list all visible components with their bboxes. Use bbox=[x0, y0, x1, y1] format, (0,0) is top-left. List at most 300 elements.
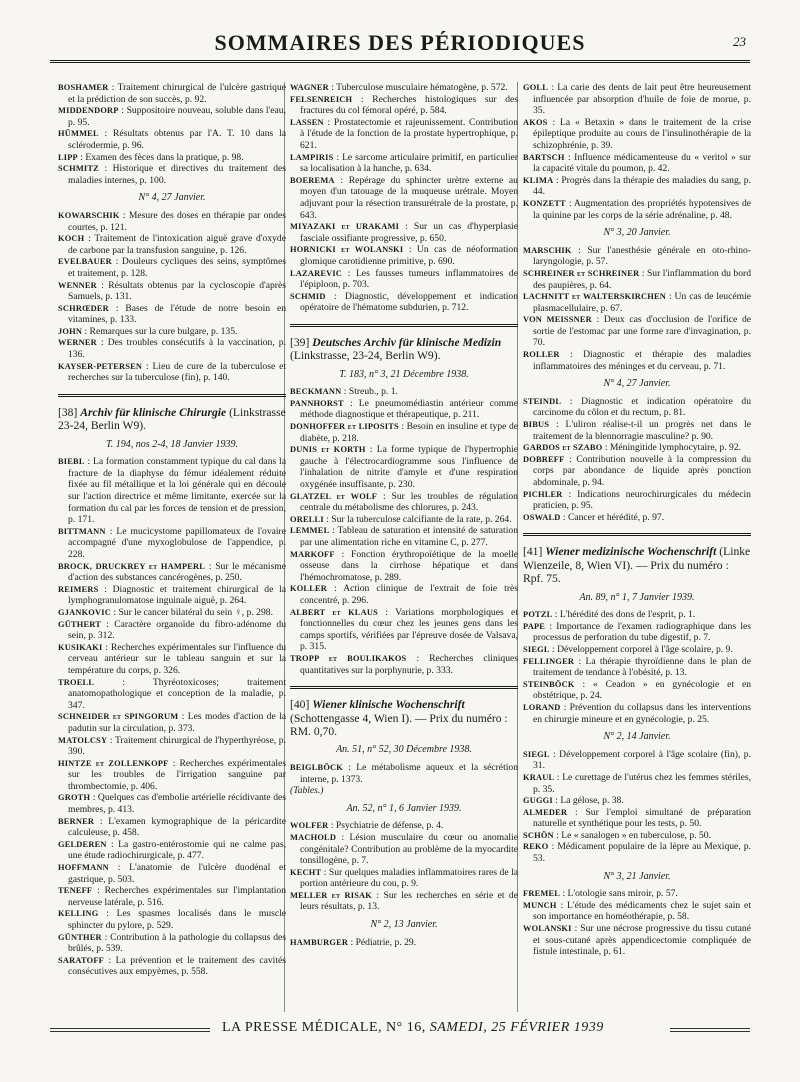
entry-author: PICHLER bbox=[523, 489, 563, 499]
entry-author: TROELL bbox=[58, 677, 95, 687]
summary-entry bbox=[290, 583, 518, 606]
summary-entry bbox=[523, 621, 751, 644]
entry-text: : Psychiatrie de défense, p. 4. bbox=[330, 820, 444, 832]
entry-text: : Traitement chirurgical de l'hyperthyréose, p. 390. bbox=[68, 734, 286, 758]
entry-text: : Les spasmes localisés dans le muscle sphincter du pylore, p. 529. bbox=[68, 908, 286, 931]
summary-entry bbox=[58, 561, 286, 584]
entry-text: : Variations morphologiques et fonctionnelles du cœur chez les jeunes gens dans les camps sportifs, vérifiées par l'épreuve dosée de Valsava, p. 315. bbox=[300, 606, 518, 653]
entry-text: : L'uliron réalise-t-il un progrès net dans le traitement de la blennorragie masculine? p. 90. bbox=[533, 419, 751, 442]
summary-entry bbox=[523, 830, 751, 842]
entry-author: HINTZE et ZOLLENKOPF bbox=[58, 758, 169, 768]
summary-entry bbox=[58, 233, 286, 256]
entry-author: BARTSCH bbox=[523, 152, 565, 162]
entry-text: : Un cas de néoformation glomique carotidienne primitive, p. 690. bbox=[300, 244, 518, 267]
journal-separator bbox=[290, 324, 518, 328]
entry-author: PANNHORST bbox=[290, 398, 344, 408]
entry-author: SCHMITZ bbox=[58, 164, 99, 174]
entry-author: BEIGLBÖCK bbox=[290, 762, 343, 772]
summary-entry bbox=[523, 291, 751, 314]
entry-author: MACHOLD bbox=[290, 832, 337, 842]
entry-author: WENNER bbox=[58, 280, 97, 290]
journal-address: (Linkstrasse 23-24, Berlin W9). bbox=[58, 405, 286, 433]
summary-entry bbox=[58, 619, 286, 642]
issue-heading: T. 183, n° 3, 21 Décembre 1938. bbox=[339, 368, 469, 380]
page-footer bbox=[50, 1022, 750, 1046]
summary-entry bbox=[523, 152, 751, 175]
summary-entry bbox=[523, 772, 751, 795]
entry-author: ALBERT et KLAUS bbox=[290, 607, 378, 617]
entry-author: GOLL bbox=[523, 83, 549, 92]
entry-text: : L'anatomie de l'ulcère duodénal et gastrique, p. 503. bbox=[68, 862, 286, 885]
summary-entry bbox=[523, 656, 751, 679]
summary-entry bbox=[523, 268, 751, 291]
entry-author: MIDDENDORP bbox=[58, 106, 119, 116]
entry-author: MATOLCSY bbox=[58, 735, 108, 745]
entry-author: ALMEDER bbox=[523, 807, 568, 817]
entry-text: : L'examen kymographique de la péricardite calculeuse, p. 458. bbox=[68, 815, 286, 839]
entry-author: SCHÖN bbox=[523, 830, 554, 840]
entry-author: STEINBÖCK bbox=[523, 679, 575, 689]
entry-text: : Développement corporel à l'âge scolaire, p. 9. bbox=[552, 643, 733, 655]
entry-text: : Indications neurochirurgicales du médecin praticien, p. 95. bbox=[533, 488, 751, 512]
entry-author: KRAUL bbox=[523, 772, 555, 782]
summary-entry bbox=[523, 644, 751, 656]
entry-author: TENEFF bbox=[58, 886, 93, 896]
entry-text: : Recherches expérimentales sur l'implantation nerveuse latérale, p. 516. bbox=[68, 885, 286, 908]
entry-author: KAYSER-PETERSEN bbox=[58, 361, 143, 371]
summary-entry bbox=[523, 175, 751, 198]
summary-entry bbox=[58, 526, 286, 561]
summary-entry bbox=[58, 337, 286, 360]
summary-entry bbox=[58, 280, 286, 303]
summary-entry bbox=[290, 444, 518, 490]
entry-author: SIEGL bbox=[523, 644, 550, 654]
journal-title: Archiv für klinische Chirurgie bbox=[80, 405, 227, 419]
entry-text: : Lieu de cure de la tuberculose et recherches sur la tuberculose (fin), p. 140. bbox=[68, 360, 286, 384]
summary-entry bbox=[58, 584, 286, 607]
summary-entry bbox=[58, 711, 286, 734]
summary-entry bbox=[290, 607, 518, 653]
entry-author: MARSCHIK bbox=[523, 245, 572, 255]
summary-entry bbox=[523, 749, 751, 772]
summary-entry bbox=[58, 908, 286, 931]
footer-rule-right bbox=[670, 1028, 750, 1032]
entry-text: : Importance de l'examen radiographique dans les processus de perforation du tube digestif, p. 7. bbox=[533, 620, 751, 644]
entry-text: : Le mucicystome papillomateux de l'ovaire accompagné d'une myxoglobulose de l'appendice, p. 228. bbox=[68, 525, 286, 560]
entry-text: : Bases de l'étude de notre besoin en vitamines, p. 133. bbox=[68, 302, 286, 326]
entry-text: : La thérapie thyroïdienne dans le plan de traitement de tendance à l'obésité, p. 13. bbox=[533, 655, 751, 679]
entry-author: LASSEN bbox=[290, 117, 324, 127]
entry-author: FREMEL bbox=[523, 889, 561, 899]
entry-author: WERNER bbox=[58, 338, 97, 348]
journal-heading bbox=[290, 336, 518, 363]
summary-entry bbox=[290, 525, 518, 548]
entry-author: BIBUS bbox=[523, 420, 550, 430]
footer-issue: N° 16, bbox=[386, 1020, 426, 1035]
entry-author: ROLLER bbox=[523, 350, 560, 360]
summary-entry bbox=[58, 735, 286, 758]
entry-text: : Besoin en insuline et type de diabète, p. 218. bbox=[300, 421, 518, 444]
entry-author: KUSIKAKI bbox=[58, 642, 103, 652]
entry-text: : Sur quelques maladies inflammatoires rares de la portion antérieure du cou, p. 9. bbox=[300, 866, 518, 890]
journal-separator bbox=[290, 686, 518, 690]
entry-text: : Sur l'emploi simultané de préparation naturelle et synthétique pour les tests, p. 50. bbox=[533, 806, 751, 830]
entry-author: SCHREINER et SCHREINER bbox=[523, 268, 640, 278]
entry-text: : Traitement chirurgical de l'ulcère gastrique et la prédiction de son succès, p. 92. bbox=[68, 82, 286, 105]
entry-text: : Les modes d'action de la padutin sur la circulation, p. 373. bbox=[68, 711, 287, 734]
summary-entry bbox=[523, 454, 751, 489]
entry-author: WAGNER bbox=[290, 83, 329, 92]
entry-author: LACHNITT et WALTERSKIRCHEN bbox=[523, 292, 667, 302]
summary-entry bbox=[523, 314, 751, 349]
summary-entry bbox=[523, 609, 751, 621]
summary-entry bbox=[58, 326, 286, 338]
entry-author: KLIMA bbox=[523, 175, 554, 185]
entry-text: : Traitement de l'intoxication aiguë grave d'oxyde de carbone par la transfusion sanguine, p. 126. bbox=[68, 233, 286, 256]
entry-author: GÜTHERT bbox=[58, 619, 101, 629]
entry-author: AKOS bbox=[523, 117, 548, 127]
entry-text: : Historique et directives du traitement des maladies internes, p. 100. bbox=[68, 163, 286, 186]
entry-text: : La prévention et le traitement des cavités consécutives aux empyèmes, p. 558. bbox=[68, 954, 286, 978]
summary-entry bbox=[290, 937, 518, 949]
summary-entry bbox=[523, 888, 751, 900]
entry-author: HOFFMANN bbox=[58, 863, 109, 873]
journal-number: [39] bbox=[290, 335, 310, 349]
entry-author: LORAND bbox=[523, 702, 561, 712]
entry-text: : La carie des dents de lait peut être heureusement influencée par absorption d'huile de foie de morue, p. 35. bbox=[533, 82, 751, 117]
entry-text: : Suppositoire nouveau, soluble dans l'eau, p. 95. bbox=[68, 105, 286, 128]
entry-text: : Deux cas d'occlusion de l'orifice de sortie de l'estomac par une forme rare d'invagination, p. 70. bbox=[533, 314, 751, 349]
entry-text: : Caractère organoïde du fibro-adénome du sein, p. 312. bbox=[68, 618, 286, 642]
journal-heading bbox=[58, 406, 286, 433]
summary-entry bbox=[523, 349, 751, 372]
summary-entry bbox=[290, 549, 518, 584]
column-2 bbox=[290, 82, 518, 948]
journal-address: (Schottengasse 4, Wien I). — Prix du numéro : RM. 0,70. bbox=[290, 711, 508, 738]
entry-author: LEMMEL bbox=[290, 526, 330, 536]
summary-entry bbox=[290, 421, 518, 444]
entry-author: SCHNEIDER et SPINGORUM bbox=[58, 712, 179, 722]
entry-text: : Le métabolisme aqueux et la sécrétion interne, p. 1373. bbox=[300, 761, 518, 785]
summary-entry bbox=[523, 419, 751, 442]
entry-text: : Douleurs cycliques des seins, symptômes et traitement, p. 128. bbox=[68, 256, 286, 279]
entry-author: LAZAREVIC bbox=[290, 268, 343, 278]
summary-entry bbox=[58, 456, 286, 526]
summary-entry bbox=[290, 762, 518, 785]
entry-text: : Quelques cas d'embolie artérielle récidivante des membres, p. 413. bbox=[68, 792, 286, 816]
entry-author: BOSHAMER bbox=[58, 83, 109, 92]
entry-author: DUNIS et KORTH bbox=[290, 445, 366, 455]
footer-rule-left bbox=[50, 1028, 210, 1032]
summary-entry bbox=[523, 396, 751, 419]
summary-entry bbox=[58, 862, 286, 885]
column-3 bbox=[523, 82, 751, 958]
journal-separator bbox=[58, 394, 286, 398]
summary-entry bbox=[290, 117, 518, 152]
entry-author: HÜMMEL bbox=[58, 129, 99, 139]
summary-entry bbox=[290, 82, 518, 94]
summary-entry bbox=[58, 642, 286, 677]
entry-text: : Le « sanalogen » en tuberculose, p. 50. bbox=[556, 829, 711, 841]
entry-text: : Le pneumomédiastin antérieur comme méthode diagnostique et thérapeutique, p. 211. bbox=[300, 397, 518, 421]
entry-author: SARATOFF bbox=[58, 955, 104, 965]
entry-text: : Remarques sur la cure bulgare, p. 135. bbox=[84, 325, 238, 337]
summary-entry bbox=[58, 839, 286, 862]
entry-author: KOCH bbox=[58, 234, 85, 244]
footer-journal: LA PRESSE MÉDICALE, bbox=[222, 1020, 383, 1035]
entry-text: : Contribution à la pathologie du collapsus des brûlés, p. 539. bbox=[68, 931, 286, 955]
entry-text: : Sur le mécanisme d'action des substances cancérogènes, p. 250. bbox=[68, 560, 287, 584]
entry-author: KONZETT bbox=[523, 198, 566, 208]
summary-entry bbox=[58, 885, 286, 908]
entry-text: : Diagnostic, développement et indication opératoire de l'hématome subdurien, p. 712. bbox=[300, 290, 518, 314]
issue-heading: T. 194, nos 2-4, 18 Janvier 1939. bbox=[105, 438, 239, 450]
entry-author: TROPP et BOULIKAKOS bbox=[290, 653, 407, 663]
summary-entry bbox=[523, 841, 751, 864]
entry-author: MUNCH bbox=[523, 900, 557, 910]
summary-entry bbox=[58, 256, 286, 279]
summary-entry bbox=[58, 210, 286, 233]
entry-text: : Sur un cas d'hyperplasie fasciale ossifiante progressive, p. 650. bbox=[300, 221, 518, 244]
summary-entry bbox=[523, 679, 751, 702]
entry-text: : Résultats obtenus par l'A. T. 10 dans la sclérodermie, p. 96. bbox=[68, 128, 286, 151]
entry-author: SIEGL bbox=[523, 749, 550, 759]
entry-text: : Pédiatrie, p. 29. bbox=[350, 936, 417, 948]
summary-entry bbox=[523, 442, 751, 454]
summary-entry bbox=[58, 677, 286, 712]
summary-entry bbox=[290, 244, 518, 267]
journal-title: Wiener medizinische Wochenschrift bbox=[545, 545, 717, 559]
entry-text: : Augmentation des propriétés hypotensives de la quinine par les corps de la série adrénaline, p. 48. bbox=[533, 197, 751, 221]
entry-text: : Médicament populaire de la lèpre au Mexique, p. 53. bbox=[533, 841, 751, 865]
summary-entry bbox=[58, 163, 286, 186]
entry-text: : Diagnostic et traitement chirurgical de la lymphogranulomatose inguinale aiguë, p. 264. bbox=[68, 583, 286, 607]
entry-text: : Cancer et hérédité, p. 97. bbox=[562, 511, 665, 523]
entry-text: : Thyréotoxicoses; traitement anatomopathologique et conception de la maladie, p. 347. bbox=[68, 676, 286, 711]
entry-text: : Progrès dans la thérapie des maladies du sang, p. 44. bbox=[533, 174, 751, 198]
journal-heading bbox=[290, 698, 518, 738]
entry-author: HORNICKI et WOLANSKI bbox=[290, 245, 404, 255]
entry-text: : Fonction érythropoïétique de la moelle osseuse dans la cirrhose hépatique et dans l'hémochromatose, p. 289. bbox=[300, 548, 518, 583]
issue-heading: An. 89, n° 1, 7 Janvier 1939. bbox=[579, 591, 695, 603]
entry-text: : La « Betaxin » dans le traitement de la crise épileptique produite au cours de l'insulinothérapie de la schizophrénie, p. 39. bbox=[533, 116, 751, 151]
summary-entry bbox=[290, 820, 518, 832]
summary-entry bbox=[290, 175, 518, 221]
entry-author: STEINDL bbox=[523, 396, 562, 406]
issue-heading: N° 4, 27 Janvier. bbox=[603, 378, 671, 390]
entry-author: KELLING bbox=[58, 909, 99, 919]
summary-entry bbox=[58, 303, 286, 326]
entry-author: GJANKOVIC bbox=[58, 607, 111, 617]
entry-author: KECHT bbox=[290, 867, 322, 877]
entry-text: : Le curettage de l'utérus chez les femmes stériles, p. 35. bbox=[533, 771, 751, 795]
entry-author: KOLLER bbox=[290, 584, 328, 594]
header-rule bbox=[50, 60, 750, 65]
journal-separator bbox=[523, 533, 751, 537]
entry-author: BOEREMA bbox=[290, 175, 335, 185]
summary-entry bbox=[523, 245, 751, 268]
entry-author: MARKOFF bbox=[290, 549, 335, 559]
entry-author: DONHOFFER et LIPOSITS bbox=[290, 422, 399, 432]
entry-text: : Contribution nouvelle à la compression du corps par abondance de liquide après ponction abdominale, p. 94. bbox=[533, 453, 751, 488]
summary-entry bbox=[58, 128, 286, 151]
entry-text: : Sur les recherches en série et de leurs résultats, p. 13. bbox=[300, 889, 518, 913]
entry-text: : Recherches histologiques sur des fractures du col fémoral opéré, p. 584. bbox=[300, 93, 518, 117]
summary-entry bbox=[290, 832, 518, 867]
footer-text bbox=[222, 1020, 604, 1036]
page-header bbox=[50, 30, 750, 74]
entry-author: REKO bbox=[523, 842, 549, 852]
journal-address: (Linke Wienzeile, 8, Wien VI). — Prix du numéro : Rpf. 75. bbox=[523, 545, 751, 586]
entry-author: HAMBURGER bbox=[290, 937, 349, 947]
summary-entry bbox=[523, 900, 751, 923]
summary-entry bbox=[523, 489, 751, 512]
entry-author: BERNER bbox=[58, 816, 95, 826]
note-text: (Tables.) bbox=[290, 785, 324, 797]
entry-author: VON MEISSNER bbox=[523, 315, 592, 325]
summary-entry bbox=[290, 653, 518, 676]
summary-entry bbox=[290, 867, 518, 890]
summary-entry bbox=[58, 955, 286, 978]
entry-author: GARDOS et SZABO bbox=[523, 443, 603, 453]
entry-author: BIEBL bbox=[58, 457, 85, 467]
entry-author: EVELBAUER bbox=[58, 257, 112, 267]
entry-text: : Sur l'inflammation du bord des paupières, p. 64. bbox=[533, 267, 751, 291]
summary-entry bbox=[523, 512, 751, 524]
entry-text: : Sur la tuberculose calcifiante de la rate, p. 264. bbox=[326, 513, 512, 525]
entry-author: WOLANSKI bbox=[523, 924, 572, 934]
summary-entry bbox=[290, 94, 518, 117]
entry-text: : Recherches cliniques quantitatives sur la porphynurie, p. 333. bbox=[300, 652, 518, 676]
entry-author: GELDEREN bbox=[58, 839, 107, 849]
entry-author: REIMERS bbox=[58, 584, 99, 594]
summary-entry bbox=[523, 117, 751, 152]
entry-text: : Résultats obtenus par la cycloscopie d'après Samuels, p. 131. bbox=[68, 279, 286, 303]
entry-text: : Examen des fèces dans la pratique, p. 98. bbox=[80, 151, 244, 163]
entry-text: : Mesure des doses en thérapie par ondes courtes, p. 121. bbox=[68, 209, 286, 233]
entry-author: MELLER et RISAK bbox=[290, 890, 373, 900]
summary-entry bbox=[523, 198, 751, 221]
issue-heading: N° 3, 21 Janvier. bbox=[603, 870, 671, 882]
issue-heading: N° 2, 14 Janvier. bbox=[603, 731, 671, 743]
entry-text: : Action clinique de l'extrait de foie très concentré, p. 296. bbox=[300, 583, 519, 606]
entry-text: : Sur une nécrose progressive du tissu cutané et sous-cutané après appendicectomie compliquée de fistule intestinale, p. 61. bbox=[533, 923, 751, 958]
summary-entry bbox=[58, 105, 286, 128]
footer-date: 25 FÉVRIER 1939 bbox=[491, 1020, 604, 1035]
journal-title: Wiener klinische Wochenschrift bbox=[312, 698, 465, 712]
journal-number: [41] bbox=[523, 545, 543, 559]
entry-text: : Prévention du collapsus dans les interventions en chirurgie mineure et en gynécologie, p. 25. bbox=[533, 701, 751, 725]
entry-author: POTZL bbox=[523, 610, 553, 620]
issue-heading: N° 4, 27 Janvier. bbox=[138, 192, 206, 204]
summary-entry bbox=[523, 702, 751, 725]
entry-text: : Un cas de leucémie plasmacellulaire, p. 67. bbox=[533, 291, 751, 314]
entry-author: WOLFER bbox=[290, 821, 329, 831]
journal-title: Deutsches Archiv für klinische Medizin bbox=[312, 335, 502, 349]
entry-author: JOHN bbox=[58, 326, 83, 336]
issue-heading: N° 2, 13 Janvier. bbox=[370, 919, 438, 931]
entry-author: BROCK, DRUCKREY et HAMPERL bbox=[58, 561, 206, 571]
entry-text: : Prostatectomie et rajeunissement. Contribution à l'étude de la fonction de la prostate hypertrophique, p. 621. bbox=[300, 116, 518, 151]
entry-author: LIPP bbox=[58, 152, 78, 162]
entry-text: : L'otologie sans miroir, p. 57. bbox=[562, 888, 678, 900]
page-number: 23 bbox=[733, 34, 746, 49]
entry-author: GUGGI bbox=[523, 796, 553, 806]
summary-entry bbox=[290, 386, 518, 398]
column-1 bbox=[58, 82, 286, 978]
summary-entry bbox=[290, 890, 518, 913]
entry-author: FELSENREICH bbox=[290, 94, 353, 104]
entry-text: : L'étude des médicaments chez le sujet sain et son importance en homéothérapie, p. 58. bbox=[533, 899, 751, 923]
summary-entry bbox=[58, 758, 286, 793]
summary-entry bbox=[58, 816, 286, 839]
page-title: SOMMAIRES DES PÉRIODIQUES bbox=[214, 30, 586, 55]
entry-author: GROTH bbox=[58, 793, 91, 803]
entry-author: SCHMID bbox=[290, 291, 326, 301]
entry-text: : Tableau de saturation et intensité de saturation par une alimentation riche en vitamine C, p. 277. bbox=[300, 525, 518, 548]
summary-entry bbox=[290, 291, 518, 314]
summary-entry bbox=[523, 82, 751, 117]
issue-heading: N° 3, 20 Janvier. bbox=[603, 227, 671, 239]
entry-text: : Diagnostic et indication opératoire du carcinome du côlon et du rectum, p. 81. bbox=[533, 395, 751, 419]
entry-author: LAMPIRIS bbox=[290, 152, 334, 162]
entry-text: : Des troubles consécutifs à la vaccination, p. 136. bbox=[68, 337, 286, 361]
entry-text: : Tuberculose musculaire hématogène, p. 572. bbox=[331, 82, 508, 93]
entry-text: : La gastro-entérostomie qui ne calme pas, une étude radiochirurgicale, p. 477. bbox=[68, 838, 286, 862]
entry-author: SCHRŒDER bbox=[58, 303, 109, 313]
summary-entry bbox=[58, 152, 286, 164]
journal-number: [38] bbox=[58, 405, 78, 419]
entry-text: : Repérage du sphincter urètre externe au moyen d'un tatouage de la muqueuse urétrale. Moyen adjuvant pour la résection transurétrale de la prostate, p. 643. bbox=[300, 174, 518, 221]
entry-text: : Influence médicamenteuse du « veritol » sur la capacité vitale du poumon, p. 42. bbox=[533, 151, 751, 175]
summary-entry bbox=[523, 807, 751, 830]
entry-author: DOBREFF bbox=[523, 454, 565, 464]
entry-author: BECKMANN bbox=[290, 387, 342, 397]
entry-text: : Recherches expérimentales sur l'influence du cerveau antérieur sur le tableau sanguin et sur la température du corps, p. 326. bbox=[68, 641, 286, 676]
entry-author: GÜNTHER bbox=[58, 932, 102, 942]
summary-entry bbox=[290, 221, 518, 244]
journal-address: (Linkstrasse, 23-24, Berlin W9). bbox=[290, 349, 441, 363]
entry-text: : La gélose, p. 38. bbox=[555, 795, 624, 807]
summary-entry bbox=[58, 361, 286, 384]
summary-entry bbox=[290, 152, 518, 175]
entry-text: : La formation constamment typique du cal dans la fracture de la diaphyse du fémur idéalement réduite fixée au fil métallique et la loi générale qui en découle sur l'action directrice et même limitante, exercée sur la formation du cal par les forces de tension et de pression, p. 171. bbox=[68, 456, 286, 526]
entry-author: BITTMANN bbox=[58, 526, 106, 536]
entry-author: ORELLI bbox=[290, 514, 324, 524]
entry-author: OSWALD bbox=[523, 512, 561, 522]
summary-entry bbox=[58, 82, 286, 105]
entry-text: : Le sarcome articulaire primitif, en particulier sa localisation à la hanche, p. 634. bbox=[300, 151, 519, 175]
entry-author: MIYAZAKI et URAKAMI bbox=[290, 222, 400, 232]
entry-text: : Diagnostic et thérapie des maladies inflammatoires des méninges et du cerveau, p. 71. bbox=[533, 349, 751, 372]
journal-heading bbox=[523, 545, 751, 585]
entry-author: KOWARSCHIK bbox=[58, 210, 120, 220]
summary-entry bbox=[290, 491, 518, 514]
entry-text: : Sur le cancer bilatéral du sein ♀, p. 298. bbox=[113, 606, 273, 618]
entry-text: : Lésion musculaire du cœur ou anomalie congénitale? Contribution au problème de la myocardite tonsillogène, p. 7. bbox=[300, 831, 518, 867]
entry-text: : Méningitide lymphocytaire, p. 92. bbox=[604, 442, 741, 454]
summary-entry bbox=[290, 514, 518, 526]
entry-text: : Recherches expérimentales sur les troubles de l'irrigation sanguine par thrombectomie, p. 406. bbox=[68, 757, 286, 792]
issue-heading: An. 51, n° 52, 30 Décembre 1938. bbox=[336, 744, 472, 756]
summary-entry bbox=[58, 792, 286, 815]
entry-author: FELLINGER bbox=[523, 656, 575, 666]
entry-text: : Les fausses tumeurs inflammatoires de l'épiploon, p. 703. bbox=[300, 267, 518, 291]
summary-entry bbox=[523, 795, 751, 807]
summary-entry bbox=[58, 932, 286, 955]
entry-text: : « Ceadon » en gynécologie et en obstétrique, p. 24. bbox=[533, 678, 751, 702]
entry-text: : Sur l'anesthésie générale en oto-rhino-laryngologie, p. 57. bbox=[533, 244, 751, 268]
